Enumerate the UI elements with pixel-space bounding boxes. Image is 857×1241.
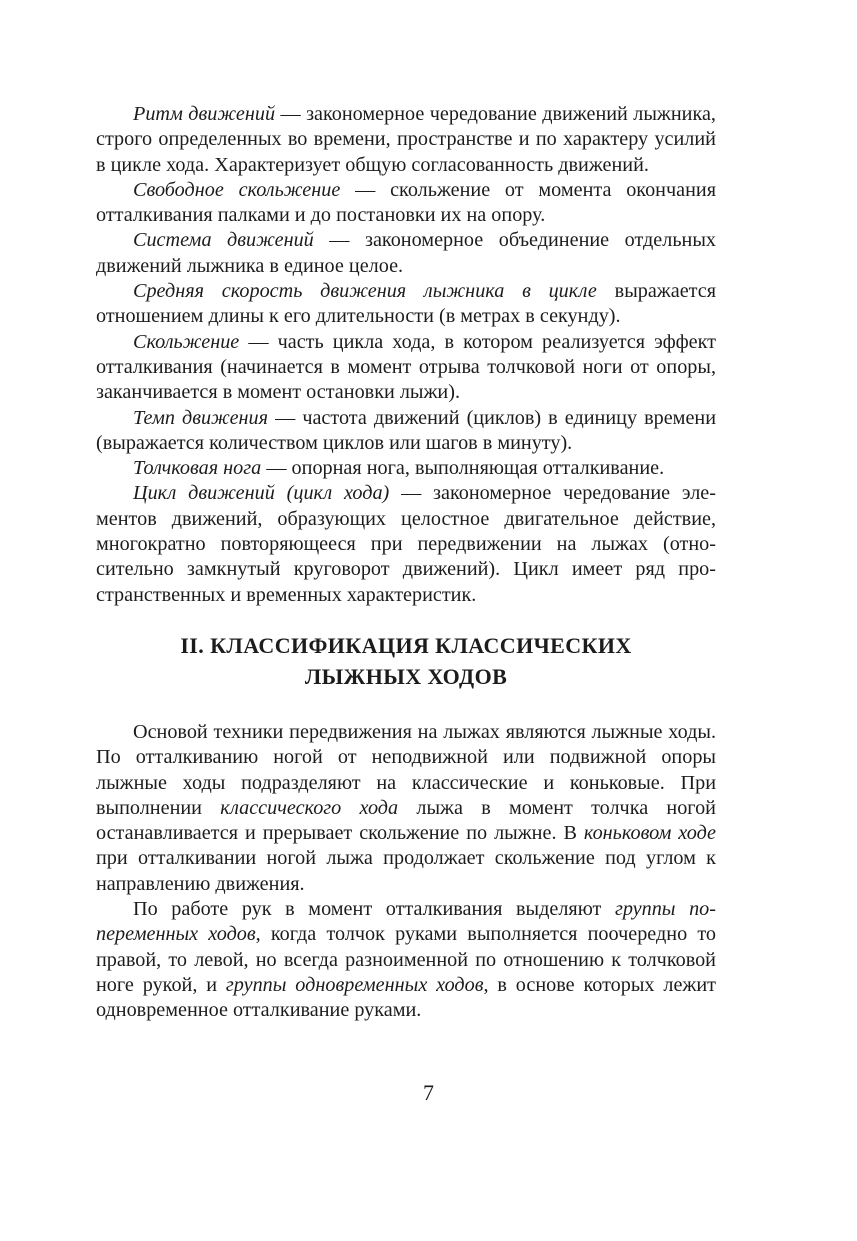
page-number: 7 [423,1080,434,1105]
paragraph-text: , когда толчок руками выполняется поочередно то правой, то левой, но всегда разноименной по отношению к толчковой ноге рукой, и [96,923,716,996]
definition-term: Свободное скольжение [133,178,341,201]
definition-text: — опорная нога, выполняющая отталкивание. [261,457,665,480]
paragraph-text: лыжа в момент толчка ногой останавливается и прерывает скольжение по лыжне. В [96,796,716,845]
definition-term: Ритм движений [133,103,276,125]
definition-paragraph [96,456,716,481]
definition-paragraph [96,228,716,279]
body-paragraph-2 [96,897,716,1023]
paragraph-text: По работе рук в момент отталкивания выделяют [133,898,615,921]
definition-term: Скольжение [133,330,240,353]
definition-text: — часть цикла хода, в котором реализуется эффект отталкивания (начинается в момент отрыва толчковой ноги от опоры, заканчивается в момент остановки лыжи). [96,330,716,404]
section-heading-line-1: II. КЛАССИФИКАЦИЯ КЛАССИЧЕСКИХ [180,632,632,658]
section-heading [96,630,716,692]
definition-term: Средняя скорость движения лыжника в цикле [133,280,597,303]
emphasized-term: группы одновременных ходов [225,973,484,996]
definition-paragraph [96,178,716,229]
emphasized-term: коньковом ходе [583,822,716,845]
definition-text: выражается отношением длины к его длительности (в метрах в секунду). [96,280,716,328]
paragraph-text: , в основе которых лежит одновременное отталкивание руками. [96,973,716,1022]
definition-term: Толчковая нога [133,457,262,480]
section-heading-line-2: ЛЫЖНЫХ ХОДОВ [304,663,508,689]
definition-text: — скольжение от момента окончания отталкивания палками и до постановки их на опору. [96,178,716,227]
definition-text: — закономерное объединение отдельных движений лыжника в единое целое. [96,229,716,277]
definition-paragraph [96,102,716,178]
paragraph-text: при отталкивании ногой лыжа продолжает скольжение под углом к направлению движения. [96,847,716,895]
body-paragraph-1 [96,720,716,897]
emphasized-term: классического хода [220,796,399,819]
definition-term: Система движений [133,229,314,252]
page-body [96,102,716,1024]
definition-paragraph [96,330,716,406]
paragraph-text: Основой техники передвижения на лыжах являются лыжные ходы. По отталкиванию ногой от неподвижной или подвижной опоры лыжные ходы подразделяют на классические и коньковые. При выполнении [96,720,716,819]
definition-paragraph [96,279,716,330]
definition-term: Темп движения [133,406,269,429]
emphasized-term: группы попеременных ходов [96,898,716,946]
definition-paragraph [96,406,716,457]
definitions-list [96,102,716,608]
definition-text: — закономерное чередование движений лыжника, строго определенных во времени, пространстве и по характеру усилий в цикле хода. Характеризует общую согласованность движений. [96,103,716,176]
definition-text: — частота движений (циклов) в единицу времени (выражается количеством циклов или шагов в минуту). [96,406,717,454]
definition-text: — закономерное чередование элементов движений, образующих целостное двигательное действие, многократно повторяющееся при передвижении на лыжах (относительно замкнутый круговорот движений). Цикл имеет ряд пространственных и временных характеристик. [96,482,716,606]
definition-paragraph [96,481,716,607]
definition-term: Цикл движений (цикл хода) [133,482,390,505]
